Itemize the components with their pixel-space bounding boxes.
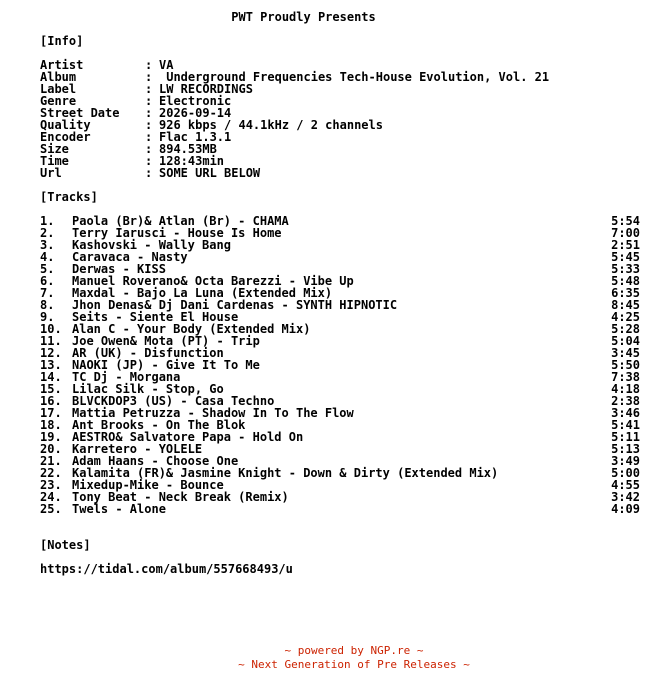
info-separator: : [145, 154, 153, 168]
header-title: PWT Proudly Presents [231, 10, 376, 24]
track-title: Tony Beat - Neck Break (Remix) [72, 490, 289, 504]
info-row-album [40, 71, 549, 83]
track-number: 17. [40, 406, 62, 420]
info-block [40, 59, 549, 179]
track-duration: 2:38 [611, 394, 640, 408]
track-number: 4. [40, 250, 55, 264]
track-duration: 5:48 [611, 274, 640, 288]
info-separator: : [145, 142, 153, 156]
track-title: Lilac Silk - Stop, Go [72, 382, 224, 396]
track-duration: 4:25 [611, 310, 640, 324]
info-label: Artist [40, 58, 84, 72]
info-label: Genre [40, 94, 77, 108]
track-title: AESTRO& Salvatore Papa - Hold On [72, 430, 304, 444]
track-duration: 5:54 [611, 214, 640, 228]
track-duration: 2:51 [611, 238, 640, 252]
track-title: Paola (Br)& Atlan (Br) - CHAMA [72, 214, 289, 228]
track-number: 19. [40, 430, 62, 444]
track-title: Caravaca - Nasty [72, 250, 188, 264]
track-duration: 8:45 [611, 298, 640, 312]
track-number: 7. [40, 286, 55, 300]
track-title: AR (UK) - Disfunction [72, 346, 224, 360]
info-row-label [40, 83, 549, 95]
info-label: Time [40, 154, 69, 168]
track-number: 5. [40, 262, 55, 276]
info-value: LW RECORDINGS [159, 82, 253, 96]
track-title: Alan C - Your Body (Extended Mix) [72, 322, 311, 336]
track-number: 23. [40, 478, 62, 492]
info-value: Electronic [159, 94, 232, 108]
track-title: Joe Owen& Mota (PT) - Trip [72, 334, 260, 348]
track-number: 1. [40, 214, 55, 228]
track-duration: 4:18 [611, 382, 640, 396]
track-number: 15. [40, 382, 62, 396]
track-duration: 7:38 [611, 370, 640, 384]
track-number: 2. [40, 226, 55, 240]
track-duration: 5:11 [611, 430, 640, 444]
track-number: 20. [40, 442, 62, 456]
track-title: Manuel Roverano& Octa Barezzi - Vibe Up [72, 274, 354, 288]
info-separator: : [145, 118, 153, 132]
track-duration: 5:04 [611, 334, 640, 348]
info-separator: : [145, 58, 153, 72]
info-row-encoder [40, 131, 549, 143]
track-duration: 4:09 [611, 502, 640, 516]
track-title: Twels - Alone [72, 502, 166, 516]
info-label: Url [40, 166, 62, 180]
info-value: Flac 1.3.1 [159, 130, 232, 144]
track-row [40, 503, 640, 515]
track-title: Adam Haans - Choose One [72, 454, 239, 468]
track-duration: 5:50 [611, 358, 640, 372]
track-number: 12. [40, 346, 62, 360]
track-title: Maxdal - Bajo La Luna (Extended Mix) [72, 286, 333, 300]
track-title: TC Dj - Morgana [72, 370, 181, 384]
track-duration: 3:45 [611, 346, 640, 360]
info-separator: : [145, 130, 153, 144]
track-title: Mixedup-Mike - Bounce [72, 478, 224, 492]
track-duration: 6:35 [611, 286, 640, 300]
info-row-size [40, 143, 549, 155]
info-value: Underground Frequencies Tech-House Evolution, Vol. 21 [159, 70, 550, 84]
info-label: Size [40, 142, 69, 156]
track-title: Ant Brooks - On The Blok [72, 418, 246, 432]
track-duration: 3:46 [611, 406, 640, 420]
track-duration: 5:00 [611, 466, 640, 480]
track-title: Derwas - KISS [72, 262, 166, 276]
info-separator: : [145, 166, 153, 180]
track-title: Terry Iarusci - House Is Home [72, 226, 282, 240]
track-duration: 7:00 [611, 226, 640, 240]
track-title: Kashovski - Wally Bang [72, 238, 231, 252]
footer-tagline: ~ Next Generation of Pre Releases ~ [238, 658, 470, 671]
info-value: VA [159, 58, 174, 72]
track-title: Mattia Petruzza - Shadow In To The Flow [72, 406, 354, 420]
track-number: 8. [40, 298, 55, 312]
notes-heading: [Notes] [40, 538, 91, 552]
track-duration: 5:41 [611, 418, 640, 432]
info-label: Quality [40, 118, 91, 132]
track-duration: 3:42 [611, 490, 640, 504]
track-number: 11. [40, 334, 62, 348]
track-list [40, 215, 640, 515]
track-duration: 4:55 [611, 478, 640, 492]
info-label: Street Date [40, 106, 120, 120]
track-duration: 5:45 [611, 250, 640, 264]
info-separator: : [145, 82, 153, 96]
info-row-url [40, 167, 549, 179]
track-number: 10. [40, 322, 62, 336]
track-title: Karretero - YOLELE [72, 442, 203, 456]
info-label: Encoder [40, 130, 91, 144]
track-duration: 5:33 [611, 262, 640, 276]
track-number: 21. [40, 454, 62, 468]
info-value: 894.53MB [159, 142, 217, 156]
track-number: 3. [40, 238, 55, 252]
track-number: 9. [40, 310, 55, 324]
info-value: 128:43min [159, 154, 225, 168]
tracks-heading: [Tracks] [40, 190, 98, 204]
track-number: 6. [40, 274, 55, 288]
info-row-time [40, 155, 549, 167]
footer-powered-by: ~ powered by NGP.re ~ [284, 644, 424, 657]
track-duration: 5:28 [611, 322, 640, 336]
track-duration: 5:13 [611, 442, 640, 456]
track-duration: 3:49 [611, 454, 640, 468]
info-value: 926 kbps / 44.1kHz / 2 channels [159, 118, 383, 132]
track-number: 25. [40, 502, 62, 516]
track-title: Seits - Siente El House [72, 310, 239, 324]
info-label: Label [40, 82, 77, 96]
info-value: SOME URL BELOW [159, 166, 261, 180]
info-separator: : [145, 94, 153, 108]
info-separator: : [145, 70, 153, 84]
track-title: Jhon Denas& Dj Dani Cardenas - SYNTH HIPNOTIC [72, 298, 398, 312]
track-number: 18. [40, 418, 62, 432]
track-number: 13. [40, 358, 62, 372]
track-title: Kalamita (FR)& Jasmine Knight - Down & Dirty (Extended Mix) [72, 466, 499, 480]
track-title: NAOKI (JP) - Give It To Me [72, 358, 260, 372]
info-label: Album [40, 70, 77, 84]
info-heading: [Info] [40, 34, 84, 48]
track-number: 22. [40, 466, 62, 480]
track-number: 16. [40, 394, 62, 408]
track-title: BLVCKDOP3 (US) - Casa Techno [72, 394, 275, 408]
info-value: 2026-09-14 [159, 106, 232, 120]
track-number: 24. [40, 490, 62, 504]
notes-url-link[interactable]: https://tidal.com/album/557668493/u [40, 562, 293, 576]
info-row-quality [40, 119, 549, 131]
track-number: 14. [40, 370, 62, 384]
info-separator: : [145, 106, 153, 120]
